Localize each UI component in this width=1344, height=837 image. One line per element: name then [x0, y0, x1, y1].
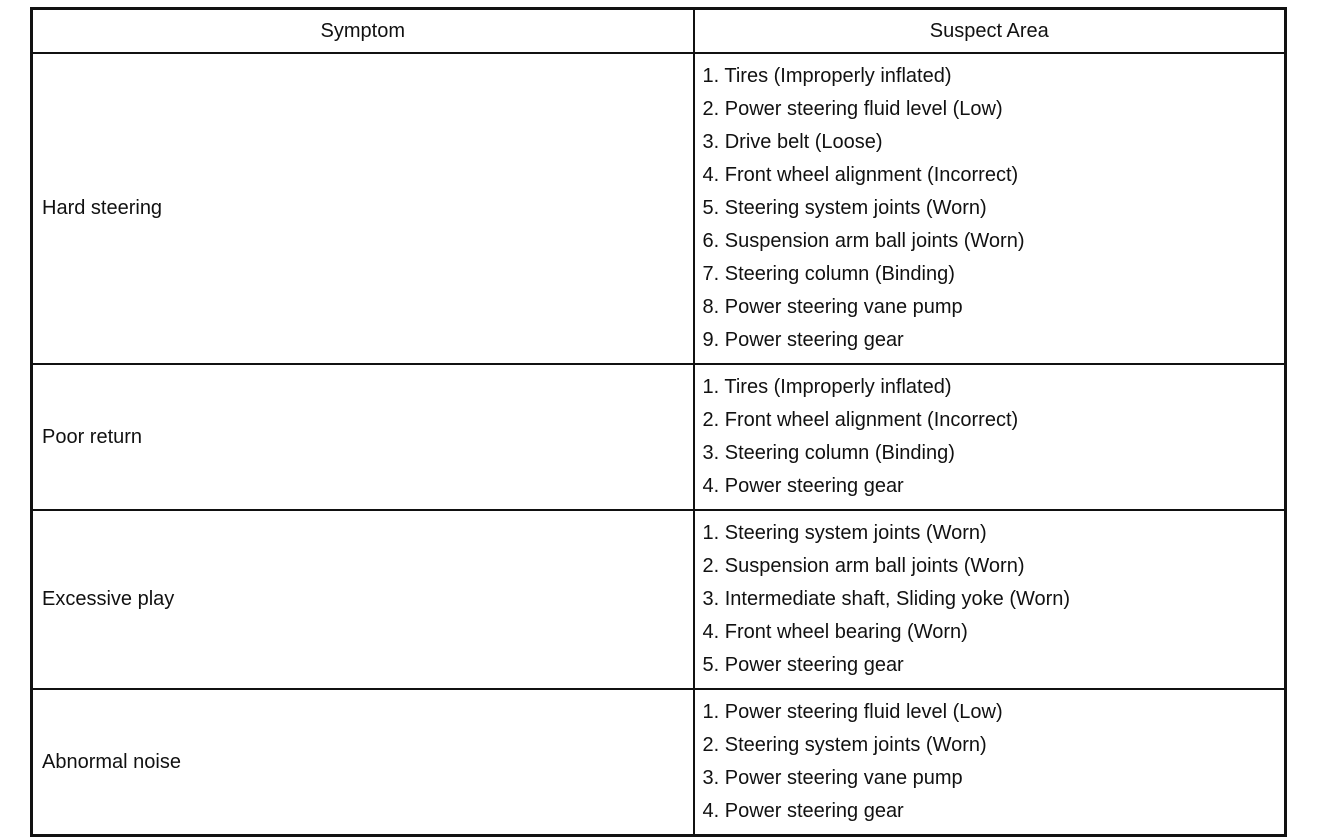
- table-header: [32, 9, 1286, 54]
- suspect-area-item: 4. Power steering gear: [702, 800, 904, 822]
- suspect-area-cell: [694, 510, 1286, 689]
- suspect-area-item: 1. Power steering fluid level (Low): [702, 701, 1003, 723]
- suspect-area-item: 6. Suspension arm ball joints (Worn): [702, 230, 1025, 252]
- suspect-area-item: 3. Drive belt (Loose): [702, 131, 883, 153]
- suspect-area-item: 2. Power steering fluid level (Low): [702, 98, 1003, 120]
- table-row: [32, 689, 1286, 836]
- suspect-area-column-header: Suspect Area: [694, 9, 1286, 54]
- suspect-area-item: 2. Steering system joints (Worn): [702, 734, 987, 756]
- suspect-area-item: 2. Front wheel alignment (Incorrect): [702, 409, 1019, 431]
- suspect-area-item: 3. Power steering vane pump: [702, 767, 963, 789]
- suspect-area-item: 3. Steering column (Binding): [702, 442, 955, 464]
- symptom-cell: Abnormal noise: [32, 689, 694, 836]
- table-row: [32, 364, 1286, 510]
- suspect-area-item: 4. Power steering gear: [702, 475, 904, 497]
- suspect-area-item: 4. Front wheel bearing (Worn): [702, 621, 968, 643]
- suspect-area-item: 5. Power steering gear: [702, 654, 904, 676]
- table-row: [32, 53, 1286, 364]
- suspect-area-item: 5. Steering system joints (Worn): [702, 197, 987, 219]
- suspect-area-cell: [694, 53, 1286, 364]
- suspect-area-item: 3. Intermediate shaft, Sliding yoke (Worn): [702, 588, 1071, 610]
- suspect-area-item: 1. Steering system joints (Worn): [702, 522, 987, 544]
- symptom-cell: Poor return: [32, 364, 694, 510]
- table-row: [32, 510, 1286, 689]
- suspect-area-item: 7. Steering column (Binding): [702, 263, 955, 285]
- suspect-area-item: 2. Suspension arm ball joints (Worn): [702, 555, 1025, 577]
- header-row: [32, 9, 1286, 54]
- table-body: [32, 53, 1286, 836]
- suspect-area-item: 1. Tires (Improperly inflated): [702, 376, 952, 398]
- suspect-area-item: 8. Power steering vane pump: [702, 296, 963, 318]
- suspect-area-item: 1. Tires (Improperly inflated): [702, 65, 952, 87]
- symptom-column-header: Symptom: [32, 9, 694, 54]
- symptom-cell: Hard steering: [32, 53, 694, 364]
- suspect-area-item: 9. Power steering gear: [702, 329, 904, 351]
- symptom-cell: Excessive play: [32, 510, 694, 689]
- symptom-table: [30, 7, 1287, 837]
- suspect-area-cell: [694, 689, 1286, 836]
- suspect-area-cell: [694, 364, 1286, 510]
- suspect-area-item: 4. Front wheel alignment (Incorrect): [702, 164, 1019, 186]
